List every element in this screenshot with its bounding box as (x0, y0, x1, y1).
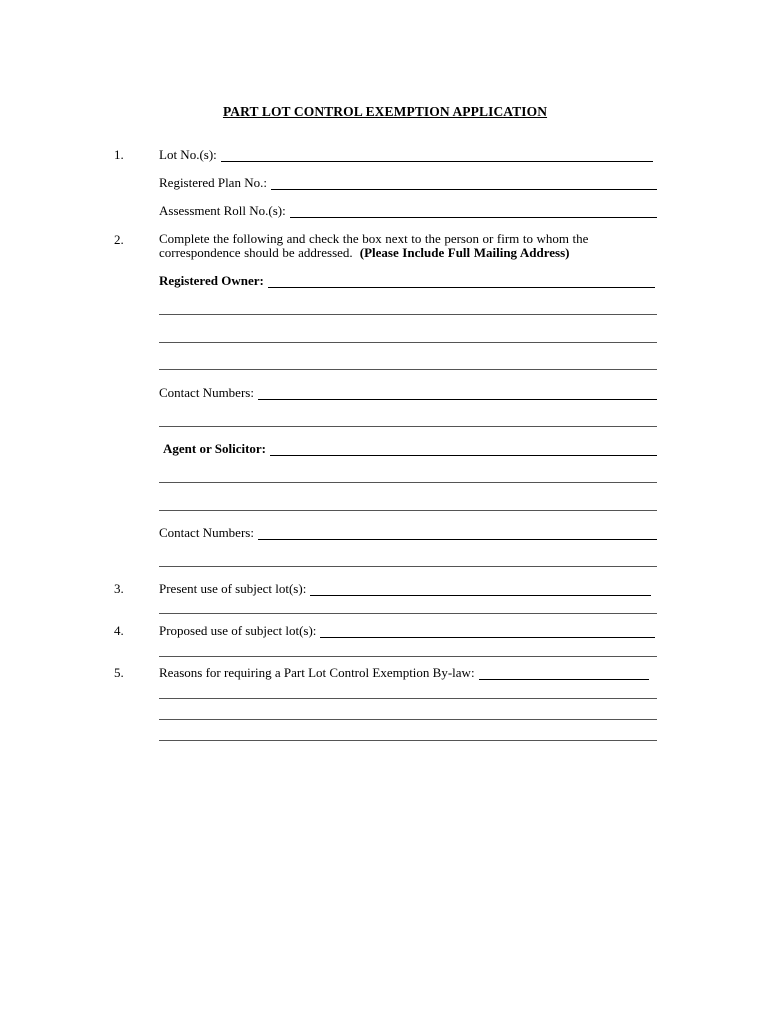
present-use-line-2[interactable] (159, 613, 657, 614)
lot-no-row (159, 146, 653, 162)
instruction-line-2 (159, 246, 657, 260)
lot-no-field[interactable] (221, 149, 653, 162)
owner-address-line-1[interactable] (159, 314, 657, 315)
section-2-instruction (159, 232, 657, 260)
section-number-2: 2. (114, 232, 124, 247)
agent-label: Agent or Solicitor: (163, 441, 267, 456)
assessment-roll-field[interactable] (290, 205, 657, 218)
reasons-line-2[interactable] (159, 698, 657, 699)
proposed-use-label: Proposed use of subject lot(s): (159, 623, 317, 638)
reasons-field[interactable] (479, 667, 649, 680)
present-use-field[interactable] (310, 583, 651, 596)
assessment-roll-row (159, 202, 657, 218)
reasons-line-3[interactable] (159, 719, 657, 720)
agent-field[interactable] (270, 443, 657, 456)
agent-contact-label: Contact Numbers: (159, 525, 254, 540)
reasons-label: Reasons for requiring a Part Lot Control Exemption By-law: (159, 665, 475, 680)
proposed-use-field[interactable] (320, 625, 655, 638)
present-use-label: Present use of subject lot(s): (159, 581, 307, 596)
instruction-line-1: Complete the following and check the box next to the person or firm to whom the (159, 231, 589, 246)
owner-contact-line-2[interactable] (159, 426, 657, 427)
registered-owner-row (159, 272, 655, 288)
form-title: PART LOT CONTROL EXEMPTION APPLICATION (222, 104, 548, 119)
section-number-5: 5. (114, 665, 124, 680)
lot-no-label: Lot No.(s): (159, 147, 217, 162)
owner-address-line-2[interactable] (159, 342, 657, 343)
registered-owner-label: Registered Owner: (159, 273, 264, 288)
reasons-line-4[interactable] (159, 740, 657, 741)
agent-address-line-2[interactable] (159, 510, 657, 511)
proposed-use-line-2[interactable] (159, 656, 657, 657)
instruction-line-2-text: correspondence should be addressed. (159, 245, 353, 260)
agent-contact-field[interactable] (258, 527, 657, 540)
present-use-row (159, 580, 651, 596)
agent-address-line-1[interactable] (159, 482, 657, 483)
agent-contact-row (159, 524, 657, 540)
section-number-1: 1. (114, 147, 124, 162)
registered-plan-label: Registered Plan No.: (159, 175, 267, 190)
section-number-4: 4. (114, 623, 124, 638)
registered-owner-field[interactable] (268, 275, 655, 288)
section-number-3: 3. (114, 581, 124, 596)
assessment-roll-label: Assessment Roll No.(s): (159, 203, 286, 218)
registered-plan-field[interactable] (271, 177, 657, 190)
agent-row (163, 440, 657, 456)
reasons-row (159, 664, 649, 680)
owner-contact-field[interactable] (258, 387, 657, 400)
owner-address-line-3[interactable] (159, 369, 657, 370)
registered-plan-row (159, 174, 657, 190)
agent-contact-line-2[interactable] (159, 566, 657, 567)
proposed-use-row (159, 622, 655, 638)
owner-contact-row (159, 384, 657, 400)
owner-contact-label: Contact Numbers: (159, 385, 254, 400)
instruction-bold-text: (Please Include Full Mailing Address) (359, 245, 570, 260)
